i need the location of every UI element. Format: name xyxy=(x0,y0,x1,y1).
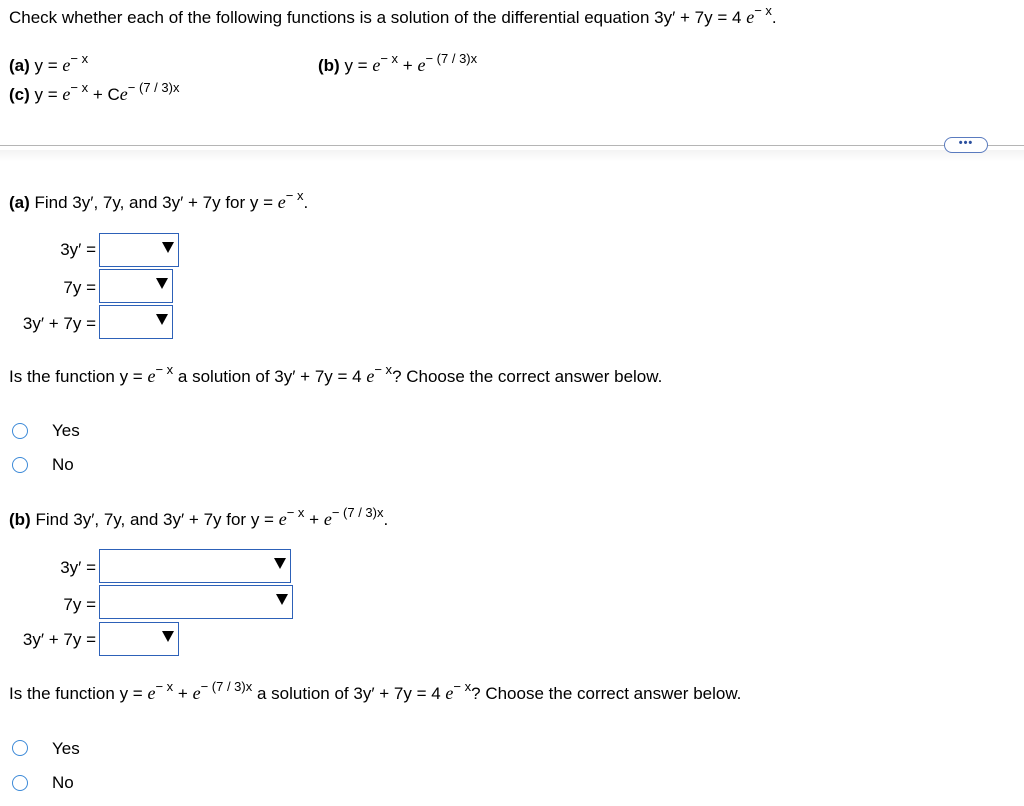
part-a-row-label: 7y = xyxy=(63,278,96,297)
chevron-down-icon xyxy=(274,558,286,569)
part-b-yes-label[interactable]: Yes xyxy=(52,739,80,758)
part-b-question: Is the function $y = e^{- x} + e^{- (7 / 3)x}$ a solution of 3y′ + 7y = 4 $e^{- x}$? Choose the correct answer below. xyxy=(9,679,742,703)
chevron-down-icon xyxy=(156,278,168,289)
part-b-yes-radio[interactable] xyxy=(12,740,28,756)
part-b-no-label[interactable]: No xyxy=(52,773,74,792)
problem-statement: Check whether each of the following functions is a solution of the differential equation 3y′ + 7y = 4 $e^{- x}$. xyxy=(9,3,777,27)
part-b-row-label: 7y = xyxy=(63,595,96,614)
divider-shadow xyxy=(0,150,1024,162)
part-a-7y-dropdown[interactable] xyxy=(99,269,173,303)
section-divider xyxy=(0,145,1024,146)
function-a: (a) $y = e^{- x}$ xyxy=(9,51,89,75)
chevron-down-icon xyxy=(162,242,174,253)
part-b-heading: (b) Find 3y′, 7y, and 3y′ + 7y for $y = e^{- x} + e^{- (7 / 3)x}$. xyxy=(9,505,389,529)
part-b-7y-dropdown[interactable] xyxy=(99,585,293,619)
chevron-down-icon xyxy=(276,594,288,605)
part-a-sum-dropdown[interactable] xyxy=(99,305,173,339)
part-b-3yprime-dropdown[interactable] xyxy=(99,549,291,583)
part-a-question: Is the function $y = e^{- x}$ a solution of 3y′ + 7y = 4 $e^{- x}$? Choose the correct answer below. xyxy=(9,362,663,386)
part-a-heading: (a) Find 3y′, 7y, and 3y′ + 7y for $y = e^{- x}$. xyxy=(9,188,309,212)
part-b-row-label: 3y′ + 7y = xyxy=(22,630,96,649)
part-a-yes-label[interactable]: Yes xyxy=(52,421,80,440)
more-options-button[interactable]: ••• xyxy=(944,137,988,153)
function-b: (b) $y = e^{- x} + e^{- (7 / 3)x}$ xyxy=(318,51,478,75)
part-a-yes-radio[interactable] xyxy=(12,423,28,439)
part-b-sum-dropdown[interactable] xyxy=(99,622,179,656)
part-a-no-radio[interactable] xyxy=(12,457,28,473)
part-a-3yprime-dropdown[interactable] xyxy=(99,233,179,267)
part-a-row-label: 3y′ + 7y = xyxy=(22,314,96,333)
part-a-no-label[interactable]: No xyxy=(52,455,74,474)
chevron-down-icon xyxy=(156,314,168,325)
chevron-down-icon xyxy=(162,631,174,642)
part-a-row-label: 3y′ = xyxy=(60,240,96,259)
function-c: (c) $y = e^{- x} + Ce^{- (7 / 3)x}$ xyxy=(9,80,180,104)
part-b-row-label: 3y′ = xyxy=(60,558,96,577)
part-b-no-radio[interactable] xyxy=(12,775,28,791)
